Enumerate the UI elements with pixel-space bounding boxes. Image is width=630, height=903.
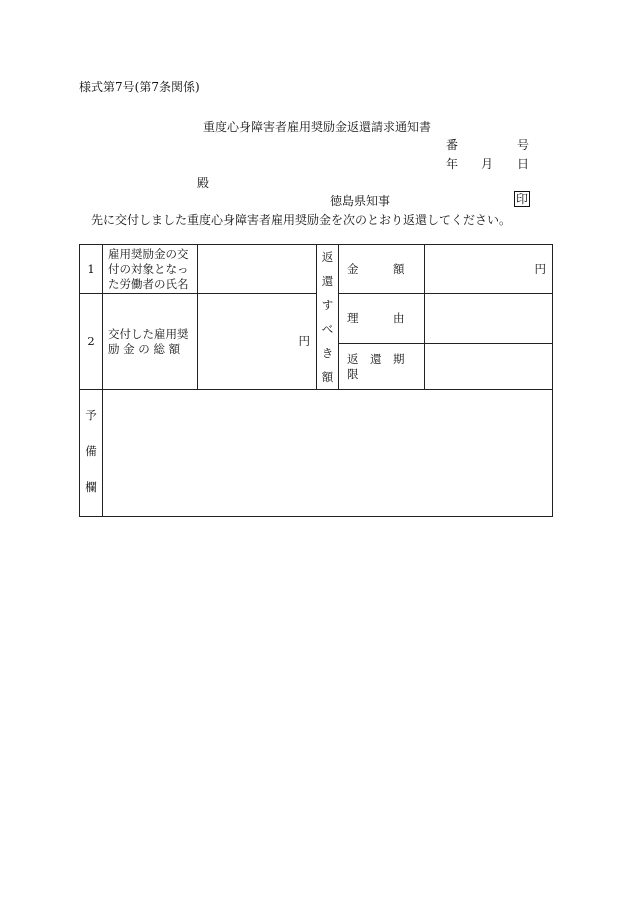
addressee-suffix: 殿 bbox=[197, 176, 210, 190]
vertical-char: 還 bbox=[321, 274, 334, 288]
deadline-field[interactable] bbox=[425, 344, 553, 390]
row1-label-line: 雇用奨励金の交 bbox=[108, 246, 189, 261]
amount-field[interactable] bbox=[425, 245, 553, 294]
vertical-char: き bbox=[321, 346, 334, 360]
row1-label-line: 付の対象となっ bbox=[108, 261, 189, 276]
reason-field[interactable] bbox=[425, 294, 553, 344]
date-year-label: 年 bbox=[446, 157, 459, 171]
vertical-char: す bbox=[321, 298, 334, 312]
date-month-label: 月 bbox=[481, 157, 494, 171]
row2-label bbox=[103, 294, 198, 390]
remarks-vertical-label bbox=[80, 390, 103, 517]
date-day-label: 日 bbox=[517, 157, 530, 171]
vertical-char: べ bbox=[321, 322, 334, 336]
row1-number: 1 bbox=[80, 245, 103, 294]
remarks-field[interactable] bbox=[103, 390, 553, 517]
refund-table bbox=[79, 244, 553, 517]
deadline-label: 返 還 期 限 bbox=[339, 344, 425, 390]
issuer-name: 徳島県知事 bbox=[330, 194, 391, 208]
form-number: 様式第7号(第7条関係) bbox=[79, 80, 200, 94]
amount-label: 金 額 bbox=[339, 245, 425, 294]
total-amount-field[interactable] bbox=[198, 294, 317, 390]
row2-label-line: 交付した雇用奨 bbox=[108, 326, 189, 341]
vertical-char: 備 bbox=[85, 444, 97, 458]
row1-label bbox=[103, 245, 198, 294]
total-yen-unit: 円 bbox=[298, 334, 310, 348]
number-label-ban: 番 bbox=[446, 138, 459, 152]
document-title: 重度心身障害者雇用奨励金返還請求通知書 bbox=[203, 120, 432, 134]
number-label-go: 号 bbox=[517, 138, 530, 152]
vertical-char: 予 bbox=[85, 408, 97, 422]
vertical-char: 返 bbox=[321, 250, 334, 264]
amount-yen-unit: 円 bbox=[534, 261, 546, 276]
row1-label-line: た労働者の氏名 bbox=[108, 276, 189, 291]
vertical-char: 額 bbox=[321, 370, 334, 384]
vertical-char: 欄 bbox=[85, 480, 97, 494]
row2-label-line: 励 金 の 総 額 bbox=[108, 341, 181, 356]
worker-name-field[interactable] bbox=[198, 245, 317, 294]
intro-text: 先に交付しました重度心身障害者雇用奨励金を次のとおり返還してください。 bbox=[91, 213, 512, 227]
seal-mark: 印 bbox=[516, 192, 529, 206]
refund-amount-vertical-label bbox=[317, 245, 339, 390]
reason-label: 理 由 bbox=[339, 294, 425, 344]
row2-number: 2 bbox=[80, 294, 103, 390]
